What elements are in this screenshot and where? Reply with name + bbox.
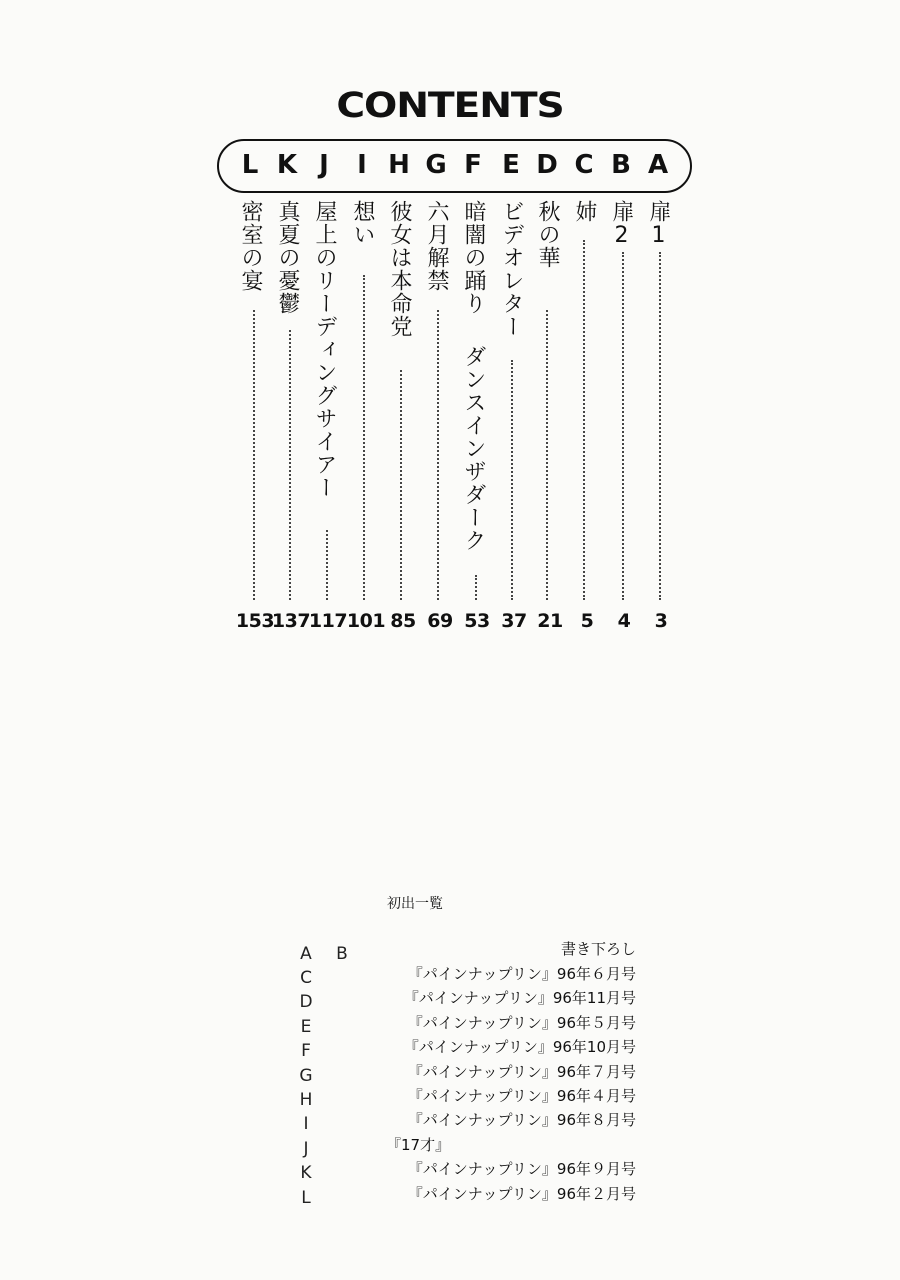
page-number-g: 69 <box>427 610 453 632</box>
chapter-letter-c: C <box>574 150 594 180</box>
first-appearance-source: 『パインナップリン』96年５月号 <box>407 1014 636 1032</box>
chapter-title-c: 姉 <box>572 200 597 223</box>
first-appearance-source: 『パインナップリン』96年２月号 <box>407 1185 636 1203</box>
chapter-title-b: 扉2 <box>609 200 634 249</box>
chapter-title-i: 想い <box>350 200 375 246</box>
page-number-l: 153 <box>235 610 275 632</box>
first-appearance-title: 初出一覧 <box>387 896 443 912</box>
page-number-k: 137 <box>271 610 311 632</box>
chapter-title-f: 暗闇の踊り <box>461 200 486 315</box>
leader-dots-k <box>289 330 291 600</box>
chapter-title-a: 扉1 <box>646 200 671 249</box>
chapter-title-j: 屋上のリーディングサイアー <box>312 200 337 499</box>
first-appearance-source: 『パインナップリン』96年10月号 <box>403 1038 636 1056</box>
chapter-title-l: 密室の宴 <box>238 200 263 292</box>
first-appearance-letter: K <box>300 1163 312 1183</box>
first-appearance-source: 『パインナップリン』96年７月号 <box>407 1063 636 1081</box>
first-appearance-source: 『パインナップリン』96年９月号 <box>407 1160 636 1178</box>
leader-dots-e <box>511 360 513 600</box>
chapter-letter-b: B <box>611 150 631 180</box>
chapter-title-h: 彼女は本命党 <box>387 200 412 338</box>
leader-dots-f <box>475 575 477 600</box>
page-number-j: 117 <box>308 610 348 632</box>
page-number-f: 53 <box>464 610 490 632</box>
leader-dots-h <box>400 370 402 600</box>
leader-dots-d <box>546 310 548 600</box>
page-number-c: 5 <box>580 610 594 632</box>
chapter-letter-j: J <box>319 150 329 180</box>
chapter-letter-g: G <box>425 150 447 180</box>
chapter-letter-e: E <box>502 150 520 180</box>
leader-dots-j <box>326 530 328 600</box>
page-number-d: 21 <box>537 610 563 632</box>
chapter-title-d: 秋の華 <box>535 200 560 269</box>
chapter-letter-l: L <box>241 150 259 180</box>
first-appearance-letter: D <box>299 992 313 1012</box>
first-appearance-letter: E <box>300 1017 312 1037</box>
page-number-i: 101 <box>346 610 386 632</box>
chapter-letter-k: K <box>276 150 298 180</box>
chapter-letter-i: I <box>357 150 367 180</box>
first-appearance-letter: L <box>301 1188 311 1208</box>
leader-dots-l <box>253 310 255 600</box>
leader-dots-g <box>437 310 439 600</box>
chapter-letter-h: H <box>388 150 410 180</box>
chapter-letter-f: F <box>464 150 482 180</box>
chapter-title-k: 真夏の憂鬱 <box>275 200 300 315</box>
first-appearance-letter: J <box>303 1139 309 1159</box>
chapter-title-e: ビデオレター <box>499 200 524 338</box>
first-appearance-letter: C <box>300 968 312 988</box>
first-appearance-source: 書き下ろし <box>560 940 636 958</box>
first-appearance-letter: B <box>336 944 348 964</box>
page-number-h: 85 <box>390 610 416 632</box>
chapter-title-g: 六月解禁 <box>424 200 449 292</box>
first-appearance-letter: H <box>299 1090 313 1110</box>
leader-dots-c <box>583 240 585 600</box>
chapter-letter-d: D <box>536 150 558 180</box>
first-appearance-letter: F <box>301 1041 311 1061</box>
page-number-a: 3 <box>654 610 668 632</box>
leader-dots-a <box>659 252 661 600</box>
first-appearance-source: 『パインナップリン』96年６月号 <box>407 965 636 983</box>
first-appearance-source: 『パインナップリン』96年11月号 <box>403 989 636 1007</box>
leader-dots-b <box>622 252 624 600</box>
first-appearance-letter: A <box>300 944 312 964</box>
leader-dots-i <box>363 275 365 600</box>
page-number-b: 4 <box>617 610 631 632</box>
first-appearance-source: 『17才』 <box>386 1136 451 1154</box>
first-appearance-source: 『パインナップリン』96年８月号 <box>407 1111 636 1129</box>
chapter-letter-a: A <box>647 150 669 180</box>
chapter-subtitle-f: ダンスインザダーク <box>461 345 486 552</box>
first-appearance-source: 『パインナップリン』96年４月号 <box>407 1087 636 1105</box>
first-appearance-letter: I <box>303 1114 309 1134</box>
contents-heading: CONTENTS <box>336 86 564 126</box>
first-appearance-letter: G <box>299 1066 313 1086</box>
page-number-e: 37 <box>501 610 527 632</box>
